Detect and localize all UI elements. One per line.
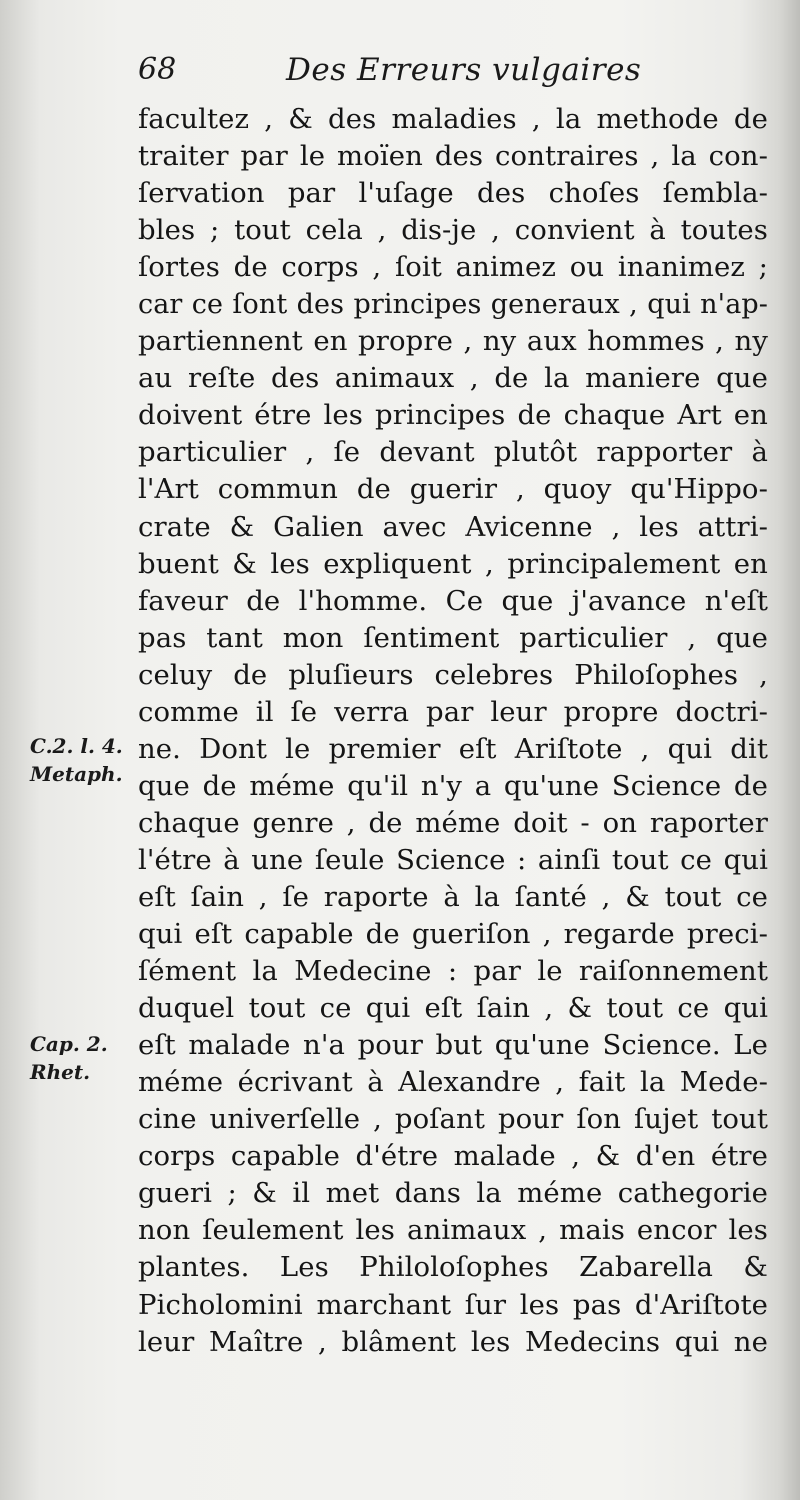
page-header — [138, 52, 778, 100]
text-line: pas tant mon ſentiment particulier , que — [138, 621, 768, 654]
text-line: chaque genre , de méme doit - on raporter — [138, 806, 768, 839]
text-line: eſt ſain , ſe raporte à la ſanté , & tout ce — [138, 880, 768, 913]
text-line: l'Art commun de guerir , quoy qu'Hippo- — [138, 473, 768, 506]
text-line: non ſeulement les animaux , mais encor les — [138, 1214, 768, 1247]
text-line: l'étre à une ſeule Science : ainſi tout ce qui — [138, 843, 768, 876]
text-line: méme écrivant à Alexandre , fait la Mede- — [138, 1066, 768, 1099]
text-line: duquel tout ce qui eſt ſain , & tout ce qui — [138, 992, 768, 1025]
text-line: plantes. Les Philoloſophes Zabarella & — [138, 1251, 768, 1284]
text-line: buent & les expliquent , principalement en — [138, 547, 768, 580]
text-line: Picholomini marchant ſur les pas d'Ariſtote — [138, 1288, 768, 1321]
text-line: corps capable d'étre malade , & d'en étre — [138, 1140, 768, 1173]
text-line: doivent étre les principes de chaque Art en — [138, 399, 768, 432]
page-number: 68 — [138, 52, 177, 87]
text-line: partiennent en propre , ny aux hommes , ny — [138, 325, 768, 358]
body-text — [138, 101, 768, 1361]
text-line: eſt malade n'a pour but qu'une Science. Le — [138, 1029, 768, 1062]
text-line: comme il ſe verra par leur propre doctri- — [138, 695, 768, 728]
text-line: particulier , ſe devant plutôt rapporter à — [138, 436, 768, 469]
text-line: bles ; tout cela , dis-je , convient à toutes — [138, 214, 768, 247]
text-line: au reſte des animaux , de la maniere que — [138, 362, 768, 395]
text-line: car ce ſont des principes generaux , qui n'ap- — [138, 289, 768, 321]
margin-note-line: Metaph. — [30, 762, 123, 786]
text-line: que de méme qu'il n'y a qu'une Science de — [138, 769, 768, 802]
text-line: gueri ; & il met dans la méme cathegorie — [138, 1177, 768, 1210]
text-line: traiter par le moïen des contraires , la con- — [138, 140, 768, 173]
text-line: ſément la Medecine : par le raiſonnement — [138, 955, 768, 988]
text-line: leur Maître , blâment les Medecins qui ne — [138, 1325, 768, 1358]
text-line: celuy de pluſieurs celebres Philoſophes , — [138, 658, 768, 691]
text-line: ſervation par l'uſage des choſes ſembla- — [138, 177, 768, 210]
text-line: qui eſt capable de gueriſon , regarde preci- — [138, 918, 768, 951]
text-line: ſortes de corps , ſoit animez ou inanimez ; — [138, 251, 768, 284]
text-line: cine univerſelle , poſant pour ſon ſujet tout — [138, 1103, 768, 1136]
text-line: facultez , & des maladies , la methode de — [138, 103, 768, 135]
margin-note-line: Rhet. — [30, 1060, 91, 1084]
text-line: faveur de l'homme. Ce que j'avance n'eſt — [138, 584, 768, 617]
margin-note-line: C.2. l. 4. — [30, 734, 123, 758]
text-line: crate & Galien avec Avicenne , les attri- — [138, 510, 768, 543]
margin-note-rhetoric — [30, 1030, 130, 1086]
text-line: ne. Dont le premier eſt Ariſtote , qui dit — [138, 732, 768, 765]
margin-note-line: Cap. 2. — [30, 1032, 108, 1056]
margin-note-metaphysics — [30, 732, 130, 788]
running-title: Des Erreurs vulgaires — [286, 52, 642, 88]
